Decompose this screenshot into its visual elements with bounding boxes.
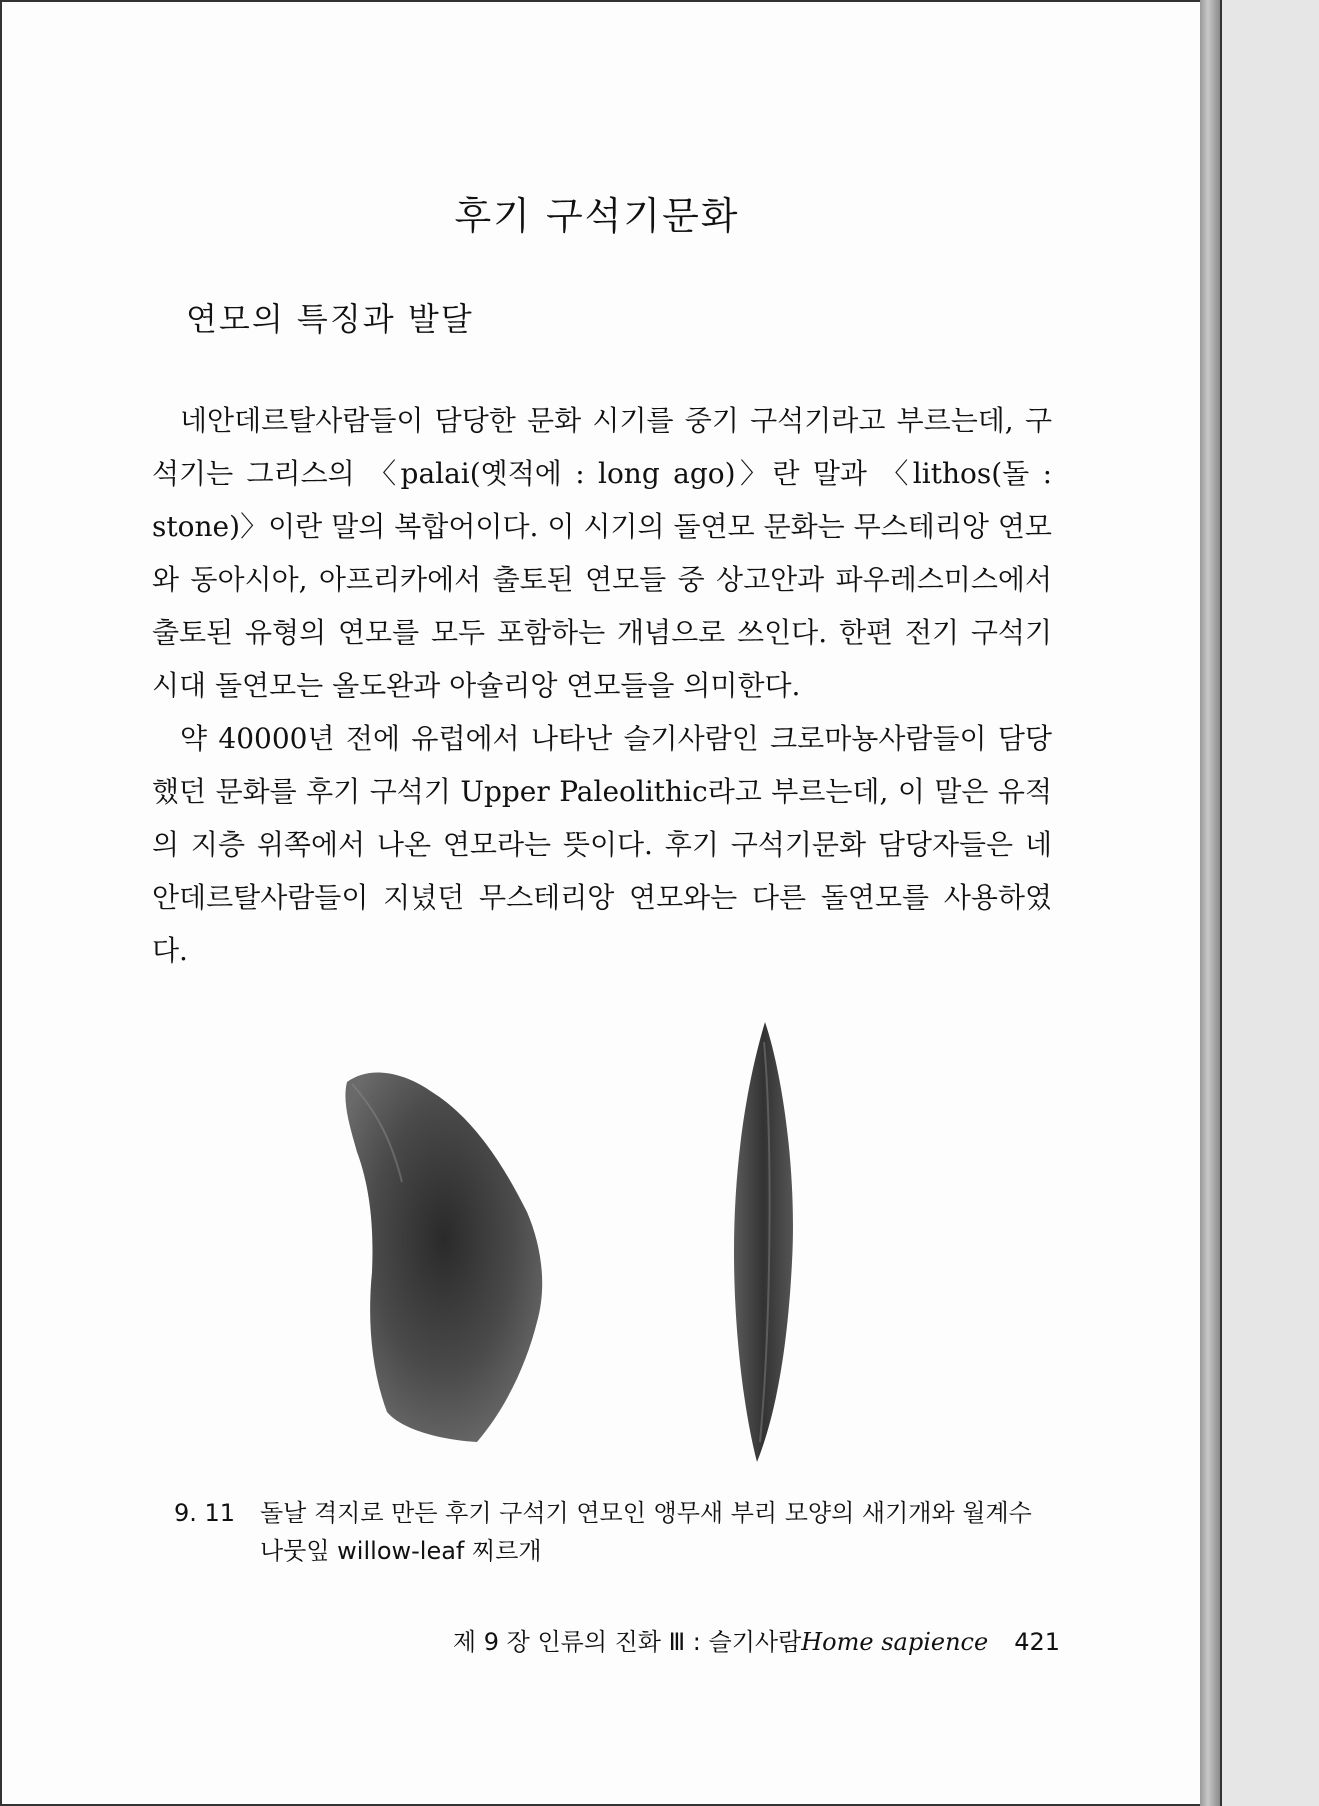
page-number: 421: [1014, 1628, 1060, 1656]
chapter-title-latin: Home sapience: [801, 1628, 989, 1656]
chapter-title: 제 9 장 인류의 진화 Ⅲ : 슬기사람: [452, 1628, 802, 1656]
section-subtitle: 연모의 특징과 발달: [186, 300, 474, 338]
page-edge: [1200, 0, 1222, 1806]
paragraph: 네안데르탈사람들이 담당한 문화 시기를 중기 구석기라고 부르는데, 구석기는 그리스의 〈palai(옛적에 : long ago)〉란 말과 〈lithos(돌 : stone)〉이란 말의 복합어이다. 이 시기의 돌연모 문화는 무스테리앙 연모와 동아시아, 아프리카에서 출토된 연모들 중 상고안과 파우레스미스에서 출토된 유형의 연모를 모두 포함하는 개념으로 쓰인다. 한편 전기 구석기시대 돌연모는 올도완과 아슐리앙 연모들을 의미한다.: [152, 404, 1052, 702]
paragraph: 약 40000년 전에 유럽에서 나타난 슬기사람인 크로마뇽사람들이 담당했던 문화를 후기 구석기 Upper Paleolithic라고 부르는데, 이 말은 유적의 지층 위쪽에서 나온 연모라는 뜻이다. 후기 구석기문화 담당자들은 네안데르탈사람들이 지녔던 무스테리앙 연모와는 다른 돌연모를 사용하였다.: [152, 722, 1052, 967]
burin-tool: [345, 1073, 542, 1442]
background-shade: [1222, 0, 1319, 1806]
stone-tools-photo: [332, 1012, 832, 1472]
figure-number: 9. 11: [174, 1499, 236, 1527]
page-title: 후기 구석기문화: [454, 194, 740, 238]
figure-caption-text: 돌날 격지로 만든 후기 구석기 연모인 앵무새 부리 모양의 새기개와 월계수 나뭇잎 willow-leaf 찌르개: [260, 1499, 1032, 1565]
body-text: [152, 394, 1052, 977]
page-footer: [453, 1622, 1060, 1657]
